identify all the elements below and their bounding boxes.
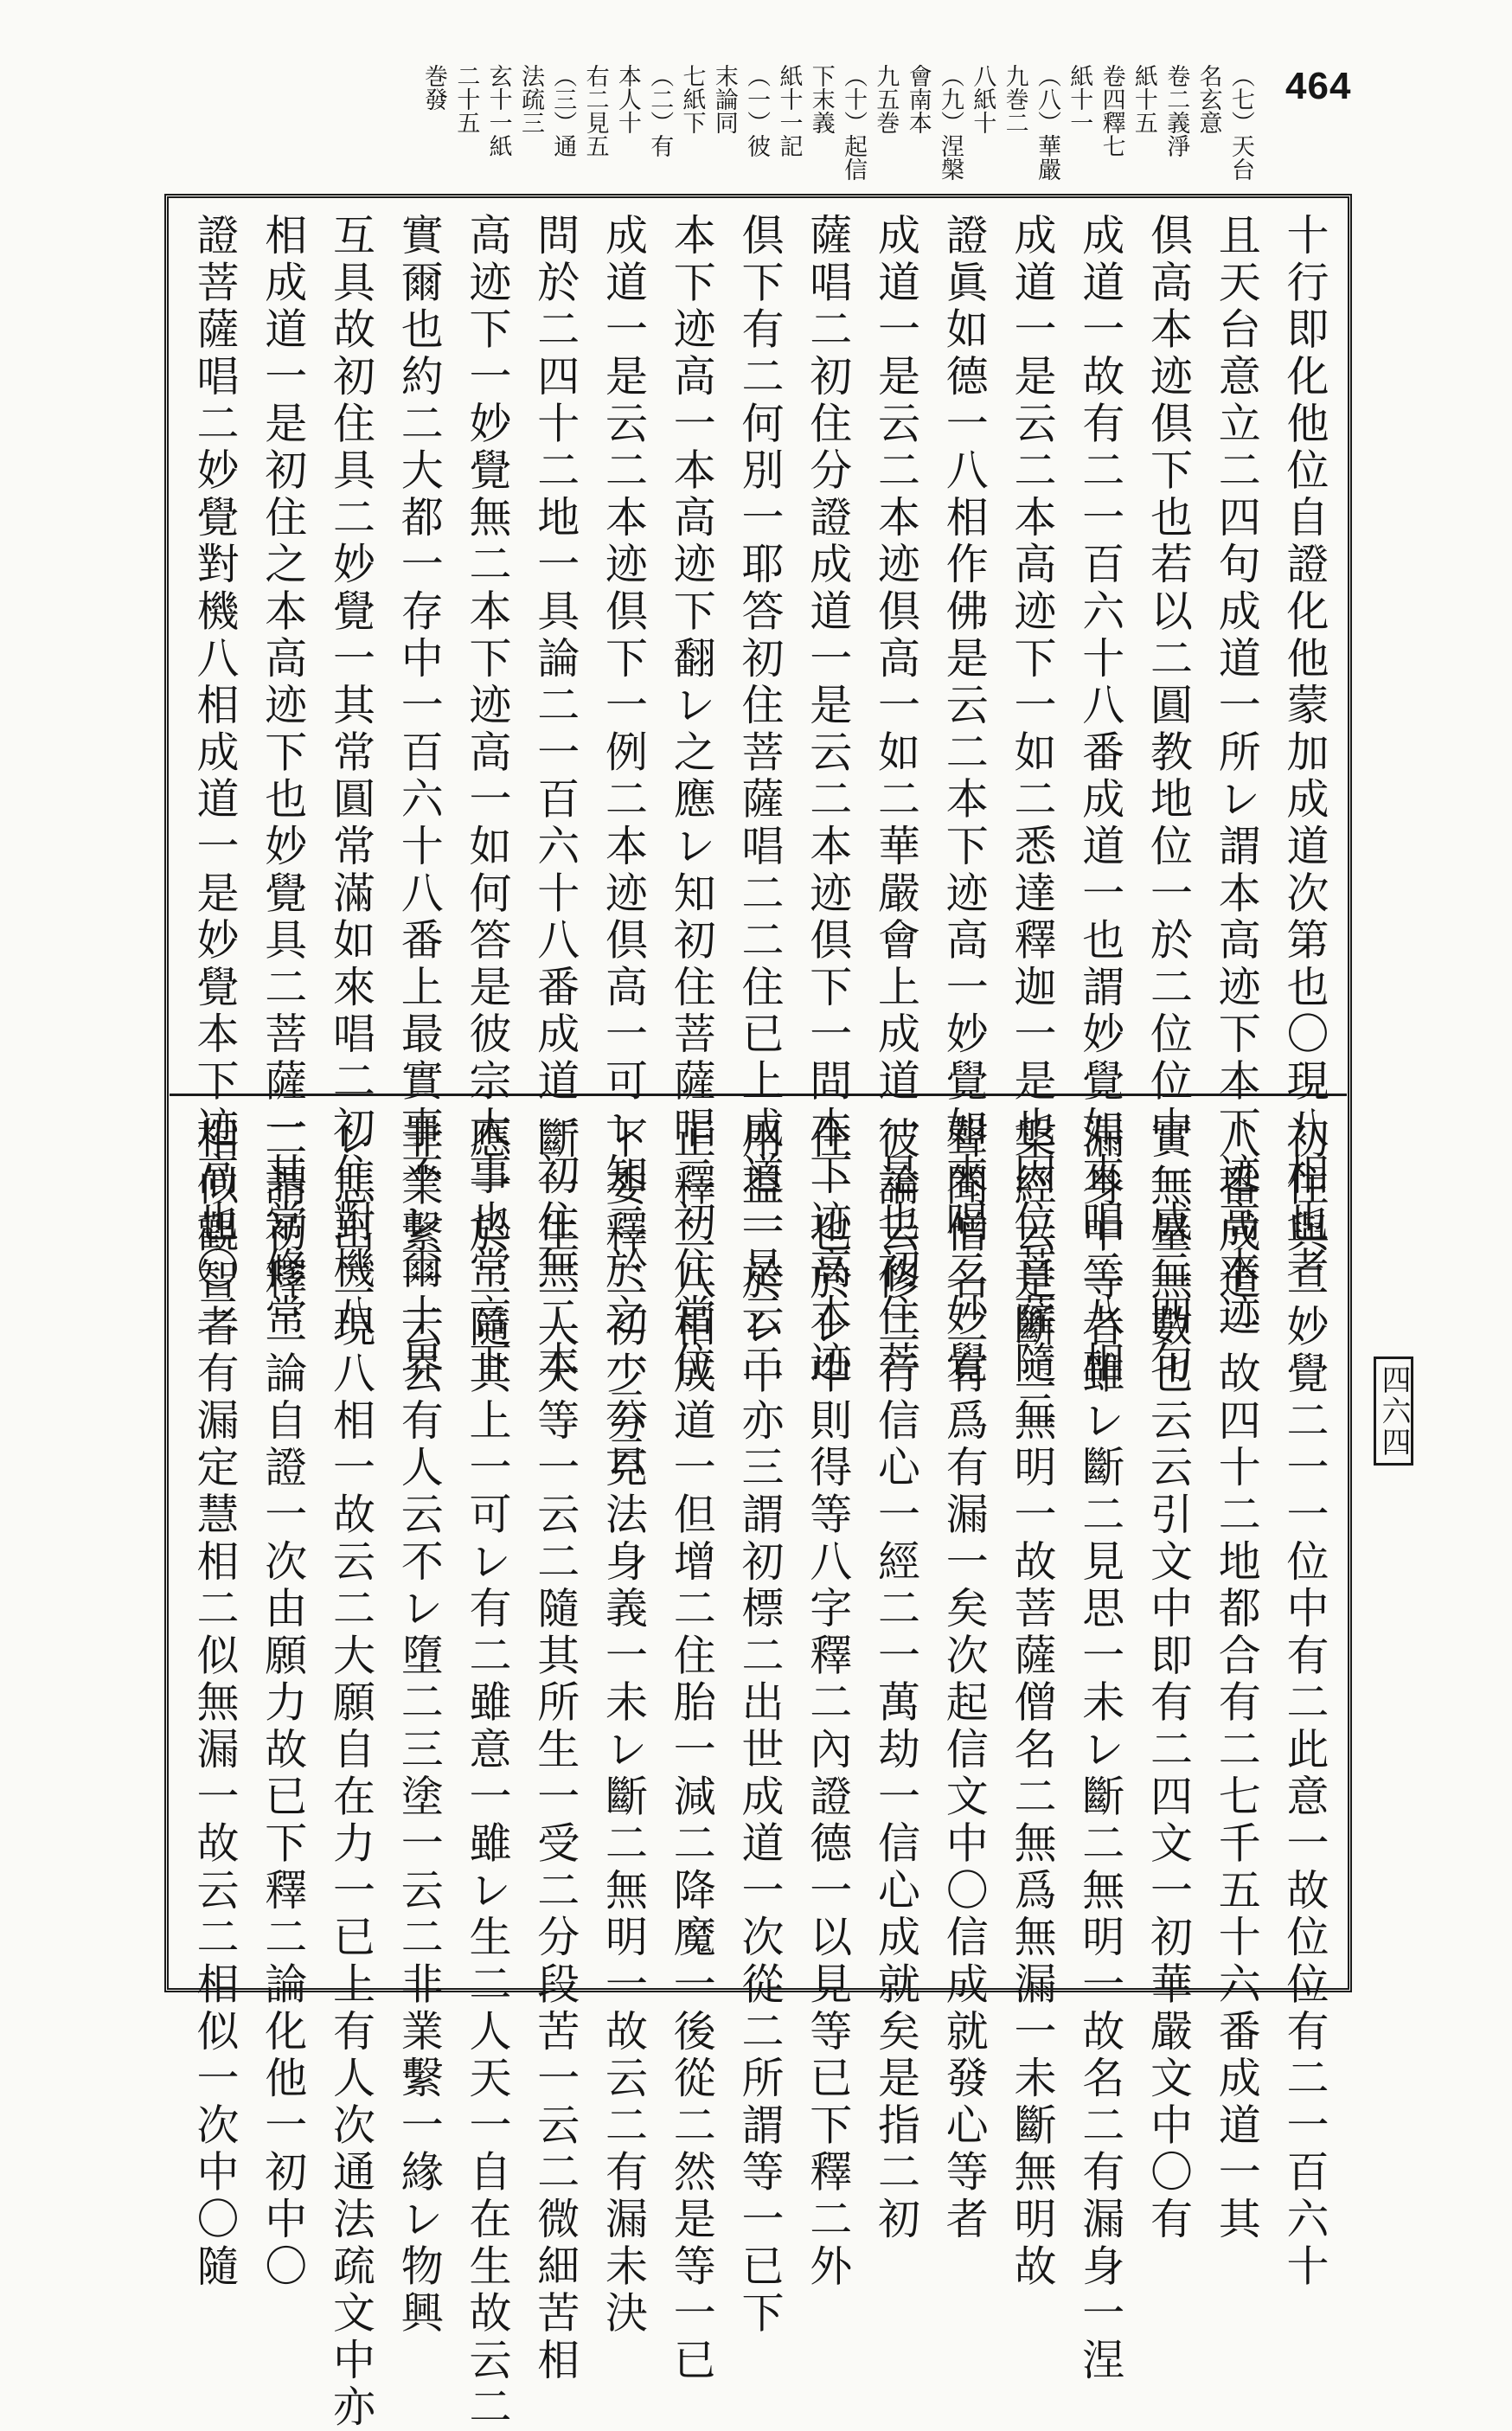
text-column: 成道一是云二本迹倶下一例二本迹倶高一可レ知二於之一云云	[599, 213, 649, 1482]
lower-section	[190, 1116, 1329, 2431]
text-column: レ悲出二現八相一故云二大願自在力一已上有人次通法疏文中亦	[326, 1116, 376, 2431]
header-note: 卷四釋七	[1098, 64, 1125, 157]
text-column: 成道一是云二本高迹下一如二悉達釋迦一是也因位菩薩隨二	[1008, 213, 1057, 1434]
text-column: 下委釋二初少分見法身義一未レ斷二無明一故云二有漏未決	[599, 1116, 649, 2338]
header-note: 下末義	[807, 64, 835, 134]
header-note: 法疏三	[516, 64, 544, 134]
header-note: 卷二義淨	[1163, 64, 1190, 157]
text-column: 十行即化他位自證化他蒙加成道次第也〇現八相也者	[1280, 213, 1329, 1293]
header-note: 紙十一記	[775, 64, 803, 157]
header-note: 會南本	[904, 64, 932, 134]
text-column: 八番成道一故四十二地都合有二七千五十六番成道一其	[1212, 1116, 1262, 2244]
header-note: 右二見五	[581, 64, 609, 157]
header-note: （九）涅槃	[937, 64, 964, 181]
header-notes	[422, 64, 1253, 183]
side-page-number: 四六四	[1374, 1357, 1413, 1466]
header-note: 紙十一	[1066, 64, 1093, 134]
header-note: （十）起信	[840, 64, 868, 181]
header-note: 九巻二	[1001, 64, 1028, 134]
header-note: 九五巻	[872, 64, 900, 134]
header-note: 七紙下	[678, 64, 706, 134]
text-column: 正釋二八相成道一但增二住胎一減二降魔一後從二然是等一已	[667, 1116, 717, 2385]
text-column: 證眞如德一八相作佛是云二本下迹高一妙覺如來唱二妙覺	[939, 213, 990, 1388]
text-column: 聲聞僧名二有爲有漏一矣次起信文中〇信成就發心等者	[939, 1116, 990, 2244]
header-note: （二）有	[646, 64, 674, 157]
text-column: 倶高本迹倶下也若以二圓教地位一於二位位中一成二四句	[1144, 213, 1194, 1388]
header-note: （八）華嚴	[1033, 64, 1060, 181]
header-note: （七）天台	[1227, 64, 1254, 181]
header-note: 名玄意	[1195, 64, 1222, 134]
header-note: 本人十	[613, 64, 641, 134]
text-column: 問於二四十二地一具論二一百六十八番成道一初住無二本	[530, 213, 580, 1388]
header-note: 末論同	[710, 64, 738, 134]
text-column: 高迹下一妙覺無二本下迹高一如何答是彼宗大事也常言下	[463, 213, 512, 1388]
text-column: 相似觀智者有漏定慧相二似無漏一故云二相似一次中〇隨	[190, 1116, 240, 2291]
header-note: 紙十五	[1130, 64, 1157, 134]
text-column: 互具故初住具二妙覺一其常圓常滿如來唱二初住對機八	[326, 213, 376, 1341]
text-column: 漏身中等者雖レ斷二見思一未レ斷二無明一故名二有漏身一涅	[1075, 1116, 1125, 2385]
text-column: 非業繫一云云有人云不レ墮二三塗一云二非業繫一緣レ物興	[394, 1116, 445, 2338]
upper-section	[190, 213, 1329, 1482]
text-column: 實無量無數也云云引文中即有二四文一初華嚴文中〇有	[1144, 1116, 1194, 2244]
text-column: 薩唱二初住分證成道一是云二本迹倶下一問本下迹高本迹	[803, 213, 853, 1388]
text-column: 實爾也約二大都一存中一百六十八番上最實事不レ爾十界	[394, 213, 445, 1388]
text-column: 住一也於レ中則得等八字釋二內證德一以見等已下釋二外	[803, 1116, 853, 2291]
text-column: 槃經云是斷二無明一故菩薩僧名二無爲無漏一未斷無明故	[1008, 1116, 1057, 2291]
text-column: 彼論云修二行信心一經二一萬劫一信心成就矣是指二初	[871, 1116, 921, 2244]
text-column: 應一於二隨其上一可レ有二雖意一雖レ生二人天一自在生故云二	[463, 1116, 512, 2431]
header-note: （一）彼	[743, 64, 771, 157]
text-column: 初住與二妙覺二一一位中有二此意一故位位有二一百六十	[1280, 1116, 1329, 2291]
text-column: 倶下有二何別一耶答初住菩薩唱二二住已上成道一是云二	[735, 213, 785, 1388]
text-column: 證菩薩唱二妙覺對機八相成道一是妙覺本下迹高也〇三	[190, 213, 240, 1341]
text-column: 二謂初釋二論自證一次由願力故已下釋二論化他一初中〇	[258, 1116, 308, 2291]
header-note: 八紙十	[969, 64, 996, 134]
text-column: 相成道一是初住之本高迹下也妙覺具二菩薩一其常修常	[258, 213, 308, 1341]
text-column: 用益一於レ中亦三謂初標二出世成道一次從二所謂等一已下	[735, 1116, 785, 2338]
text-column: 斷一生二人天等一云二隨其所生一受二分段苦一云二微細苦相	[530, 1116, 580, 2385]
header-note: 二十五	[452, 64, 480, 134]
header-note: 巻發	[420, 64, 447, 111]
text-column: 本下迹高一本高迹下翻レ之應レ知初住菩薩唱二初住當位	[667, 213, 717, 1388]
text-column: 成道一是云二本迹倶高一如二華嚴會上成道一是也初住菩	[871, 213, 921, 1388]
header-note: （三）通	[549, 64, 577, 157]
header-note: 玄十一紙	[484, 64, 512, 157]
page-number: 464	[1285, 65, 1352, 107]
text-column: 且天台意立二四句成道一所レ謂本高迹下本下迹高本迹	[1212, 213, 1262, 1341]
text-column: 成道一故有二一百六十八番成道一也謂妙覺如來唱二八相	[1075, 213, 1125, 1388]
